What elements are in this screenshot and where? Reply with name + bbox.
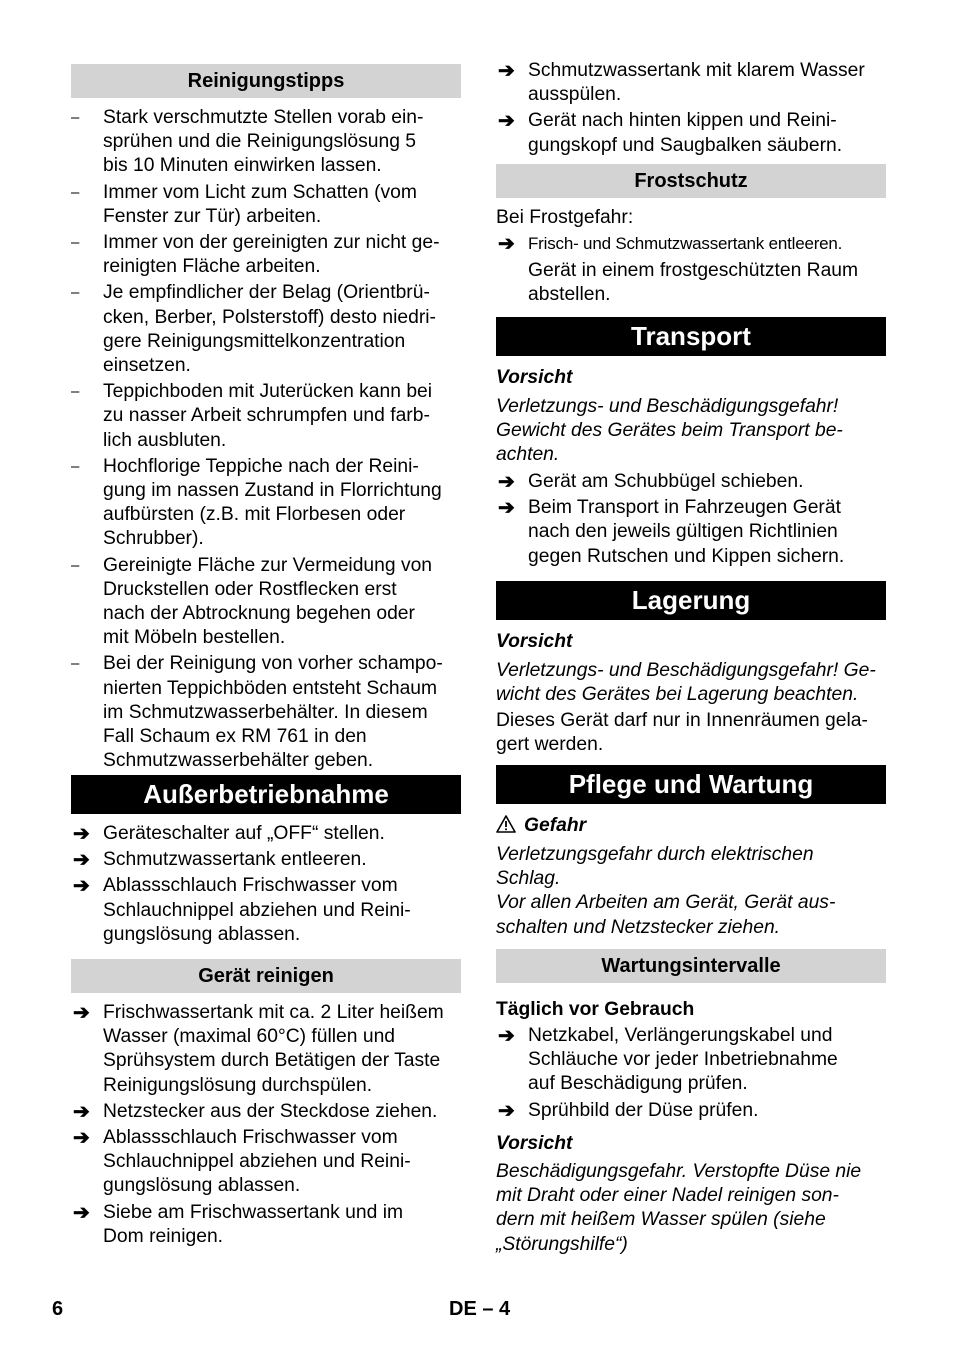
arrow-icon: ➔	[498, 60, 515, 82]
list-item	[71, 1001, 461, 1098]
list-item	[71, 380, 461, 453]
list-item-text: Je empfindlicher der Belag (Orientbrü- cken, Berber, Polsterstoff) desto niedri- gere Reinigungsmittelkonzentration einsetzen.	[103, 282, 436, 377]
list-item-text: Stark verschmutzte Stellen vorab ein- sprühen und die Reinigungslösung 5 bis 10 Minuten einwirken lassen.	[103, 107, 424, 177]
list-item-text: Gerät nach hinten kippen und Reini- gungskopf und Saugbalken säubern.	[528, 110, 843, 156]
list-item	[71, 181, 461, 229]
section-title-reinigungstipps: Reinigungstipps	[71, 64, 461, 98]
frostschutz-note: Gerät in einem frostgeschützten Raum abstellen.	[528, 260, 859, 306]
list-item	[71, 455, 461, 552]
arrow-icon: ➔	[73, 849, 90, 872]
page-number: 6	[52, 1298, 64, 1320]
list-item-text: Geräteschalter auf „OFF“ stellen.	[103, 823, 385, 844]
warning-triangle-icon	[496, 815, 516, 840]
dash-bullet-icon: –	[71, 383, 80, 401]
pflege-danger-label: Gefahr	[524, 815, 587, 836]
list-item-text: Immer von der gereinigten zur nicht ge- reinigten Fläche arbeiten.	[103, 232, 440, 278]
section-title-wartungsintervalle: Wartungsintervalle	[496, 949, 886, 983]
list-item-text: Immer vom Licht zum Schatten (vom Fenster zur Tür) arbeiten.	[103, 181, 417, 227]
lagerung-caution-label: Vorsicht	[496, 631, 573, 652]
list-item-text: Siebe am Frischwassertank und im Dom reinigen.	[103, 1201, 404, 1247]
list-item	[496, 59, 886, 107]
lagerung-text: Dieses Gerät darf nur in Innenräumen gela- gert werden.	[496, 710, 868, 756]
arrow-icon: ➔	[498, 471, 515, 493]
frostschutz-item-text: Frisch- und Schmutzwassertank entleeren.	[528, 234, 843, 253]
list-item	[496, 1024, 886, 1097]
list-item	[71, 848, 461, 872]
section-title-transport: Transport	[496, 317, 886, 356]
list-item	[71, 1126, 461, 1199]
section-title-ausserbetriebnahme: Außerbetriebnahme	[71, 775, 461, 814]
list-item-text: Netzkabel, Verlängerungskabel und Schläuche vor jeder Inbetriebnahme auf Beschädigung prüfen.	[528, 1025, 838, 1095]
pflege-danger-text: Verletzungsgefahr durch elektrischen Schlag. Vor allen Arbeiten am Gerät, Gerät aus- schalten und Netzstecker ziehen.	[496, 844, 836, 938]
list-item-text: Schmutzwassertank entleeren.	[103, 849, 367, 871]
wartungsintervalle-caution-text: Beschädigungsgefahr. Verstopfte Düse nie mit Draht oder einer Nadel reinigen son- dern mit heißem Wasser spülen (siehe „Störungshilfe“)	[496, 1161, 862, 1255]
arrow-icon: ➔	[498, 1099, 515, 1122]
list-item	[496, 470, 886, 494]
reinigungstipps-list	[71, 106, 461, 775]
dash-bullet-icon: –	[71, 556, 80, 574]
list-item-text: Schmutzwassertank mit klarem Wasser ausspülen.	[528, 60, 865, 106]
list-item-text: Ablassschlauch Frischwasser vom Schlauchnippel abziehen und Reini- gungslösung ablassen.	[103, 1127, 411, 1197]
geraet-reinigen-list	[71, 1001, 461, 1251]
section-title-frostschutz: Frostschutz	[496, 164, 886, 198]
wartungsintervalle-subtitle: Täglich vor Gebrauch	[496, 999, 695, 1020]
list-item-text: Netzstecker aus der Steckdose ziehen.	[103, 1100, 438, 1122]
list-item	[71, 231, 461, 279]
dash-bullet-icon: –	[71, 183, 80, 201]
dash-bullet-icon: –	[71, 284, 80, 302]
right-column	[496, 0, 886, 1255]
list-item-text: Hochflorige Teppiche nach der Reini- gung im nassen Zustand in Florrichtung aufbürsten (z.B. mit Florbesen oder Schrubber).	[103, 455, 442, 550]
section-title-pflege-und-wartung: Pflege und Wartung	[496, 765, 886, 804]
frostschutz-item	[496, 232, 918, 256]
list-item-text: Teppichboden mit Juterücken kann bei zu nasser Arbeit schrumpfen und farb- lich ausbluten.	[103, 381, 433, 451]
list-item	[71, 281, 461, 378]
arrow-icon: ➔	[498, 233, 515, 255]
list-item-text: Sprühbild der Düse prüfen.	[528, 1099, 759, 1121]
dash-bullet-icon: –	[71, 655, 80, 673]
arrow-icon: ➔	[498, 497, 515, 520]
pflege-danger-label-row	[496, 814, 886, 840]
list-item	[71, 1100, 461, 1124]
list-item	[496, 1099, 886, 1123]
list-item	[71, 874, 461, 947]
section-title-geraet-reinigen: Gerät reinigen	[71, 959, 461, 993]
list-item	[496, 496, 886, 569]
list-item-text: Gereinigte Fläche zur Vermeidung von Druckstellen oder Rostflecken erst nach der Abtrocknung begehen oder mit Möbeln bestellen.	[103, 554, 433, 649]
wartungsintervalle-list	[496, 1024, 886, 1125]
arrow-icon: ➔	[73, 1100, 90, 1123]
frostschutz-intro: Bei Frostgefahr:	[496, 207, 634, 228]
list-item-text: Ablassschlauch Frischwasser vom Schlauchnippel abziehen und Reini- gungslösung ablassen.	[103, 875, 411, 945]
arrow-icon: ➔	[73, 1201, 90, 1224]
arrow-icon: ➔	[73, 823, 90, 845]
right-top-list	[496, 59, 886, 160]
list-item	[496, 109, 886, 157]
arrow-icon: ➔	[498, 1025, 515, 1047]
transport-caution-text: Verletzungs- und Beschädigungsgefahr! Gewicht des Gerätes beim Transport be- achten.	[496, 396, 843, 466]
transport-caution-label: Vorsicht	[496, 367, 573, 388]
wartungsintervalle-caution-label: Vorsicht	[496, 1133, 573, 1154]
list-item-text: Beim Transport in Fahrzeugen Gerät nach den jeweils gültigen Richtlinien gegen Rutschen und Kippen sichern.	[528, 497, 845, 567]
list-item	[71, 652, 461, 773]
arrow-icon: ➔	[73, 875, 90, 898]
arrow-icon: ➔	[73, 1127, 90, 1150]
list-item	[71, 1201, 461, 1249]
list-item	[71, 106, 461, 179]
ausserbetriebnahme-list	[71, 822, 461, 949]
list-item-text: Frischwassertank mit ca. 2 Liter heißem Wasser (maximal 60°C) füllen und Sprühsystem durch Betätigen der Taste Reinigungslösung durchspülen.	[103, 1002, 444, 1096]
dash-bullet-icon: –	[71, 234, 80, 252]
dash-bullet-icon: –	[71, 457, 80, 475]
arrow-icon: ➔	[73, 1002, 90, 1024]
list-item	[71, 822, 461, 846]
lagerung-caution-text: Verletzungs- und Beschädigungsgefahr! Ge- wicht des Gerätes bei Lagerung beachten.	[496, 660, 876, 706]
arrow-icon: ➔	[498, 110, 515, 133]
transport-list	[496, 470, 886, 571]
list-item-text: Gerät am Schubbügel schieben.	[528, 471, 804, 492]
section-title-lagerung: Lagerung	[496, 581, 886, 620]
dash-bullet-icon: –	[71, 109, 80, 126]
list-item	[71, 554, 461, 651]
page-reference: DE – 4	[449, 1298, 511, 1320]
list-item-text: Bei der Reinigung von vorher schampo- nierten Teppichböden entsteht Schaum im Schmutzwasserbehälter. In diesem Fall Schaum ex RM 761 in den Schmutzwasserbehälter geben.	[103, 653, 443, 772]
